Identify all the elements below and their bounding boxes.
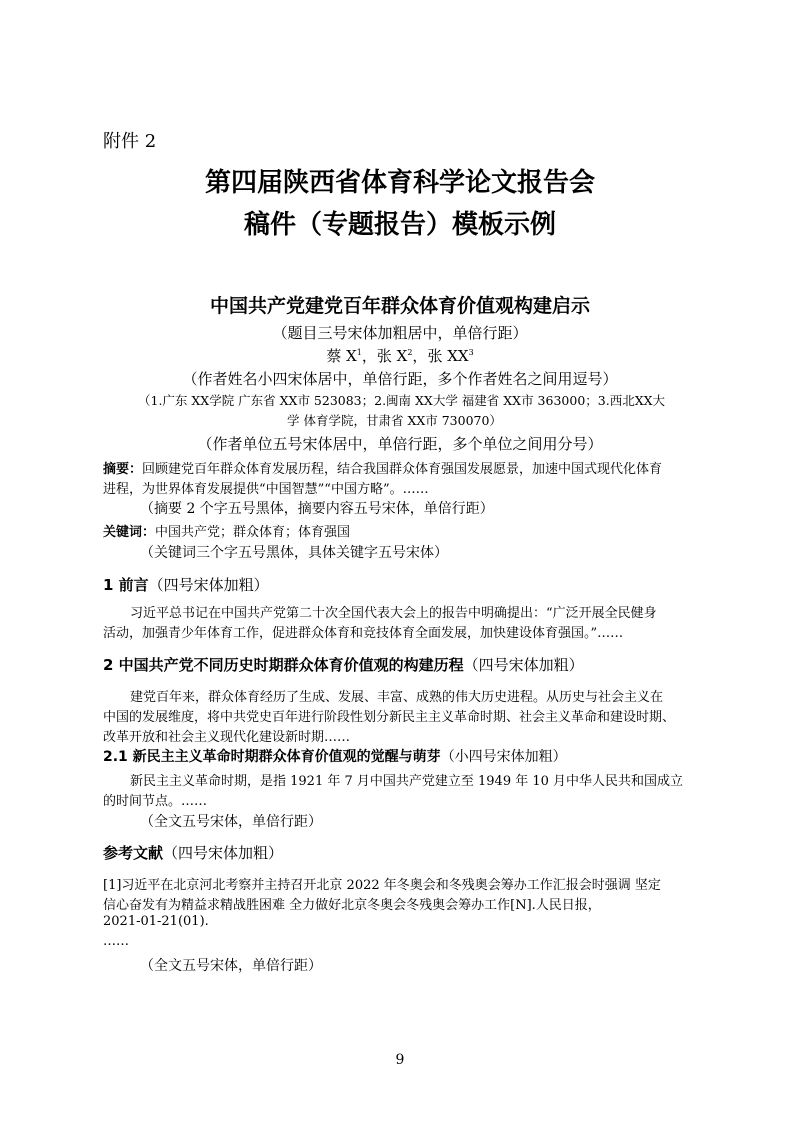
keywords-note: （关键词三个字五号黑体，具体关键字五号宋体） xyxy=(140,545,448,561)
author-name: 蔡 X xyxy=(326,347,357,365)
section-2-title: 2 中国共产党不同历史时期群众体育价值观的构建历程 xyxy=(103,656,464,674)
keywords-line xyxy=(103,521,350,540)
affiliation-note: （作者单位五号宋体居中，单倍行距，多个单位之间用分号） xyxy=(197,435,603,453)
author-separator: ， xyxy=(361,347,377,365)
reference-line-3: 2021-01-21(01). xyxy=(103,914,209,929)
section-2-1-para-line-1: 新民主主义革命时期，是指 1921 年 7 月中国共产党建立至 1949 年 10 月中华人民共和国成立 xyxy=(130,774,684,789)
author-separator: ， xyxy=(412,347,428,365)
reference-ellipsis: …… xyxy=(103,934,129,949)
abstract-label: 摘要： xyxy=(103,462,143,477)
author-list xyxy=(0,345,800,366)
page-number: 9 xyxy=(395,1052,405,1068)
section-2-heading xyxy=(103,654,584,675)
references-heading-note: （四号宋体加粗） xyxy=(163,844,284,862)
author-name: 张 X xyxy=(376,347,408,365)
attachment-label: 附件 2 xyxy=(103,131,157,152)
author-affiliation-mark: 3 xyxy=(468,348,474,357)
keywords-text: 中国共产党；群众体育；体育强国 xyxy=(155,525,351,540)
author-affiliation-mark: 1 xyxy=(356,348,362,357)
section-1-heading-note: （四号宋体加粗） xyxy=(148,576,269,594)
section-1-title: 1 前言 xyxy=(103,576,149,594)
section-2-1-heading xyxy=(103,746,567,766)
section-2-1-note: （全文五号宋体，单倍行距） xyxy=(140,814,322,830)
author-name: 张 XX xyxy=(427,347,469,365)
section-1-para-line-1: 习近平总书记在中国共产党第二十次全国代表大会上的报告中明确提出：“广泛开展全民健身 xyxy=(130,606,657,621)
paper-title: 中国共产党建党百年群众体育价值观构建启示 xyxy=(209,295,590,317)
section-2-para-line-3: 改革开放和社会主义现代化建设新时期…… xyxy=(103,730,351,745)
abstract-line-2: 进程，为世界体育发展提供“中国智慧”“中国方略”。…… xyxy=(103,482,429,497)
affiliation-line-2: 学 体育学院，甘肃省 XX市 730070） xyxy=(287,413,502,428)
references-heading xyxy=(103,842,283,863)
references-note: （全文五号宋体，单倍行距） xyxy=(140,958,322,974)
section-2-para-line-1: 建党百年来，群众体育经历了生成、发展、丰富、成熟的伟大历史进程。从历史与社会主义在 xyxy=(130,690,664,705)
main-title-line-2: 稿件（专题报告）模板示例 xyxy=(243,210,556,240)
abstract-text: 回顾建党百年群众体育发展历程，结合我国群众体育强国发展愿景，加速中国式现代化体育 xyxy=(142,462,663,477)
section-2-para-line-2: 中国的发展维度，将中共党史百年进行阶段性划分新民主主义革命时期、社会主义革命和建设时期、 xyxy=(103,710,676,725)
affiliation-line-1: （1.广东 XX学院 广东省 XX市 523083；2.闽南 XX大学 福建省 XX市 363000；3.西北XX大 xyxy=(138,393,665,408)
reference-line-1: [1]习近平在北京河北考察并主持召开北京 2022 年冬奥会和冬残奥会筹办工作汇报会时强调 坚定 xyxy=(103,878,661,893)
section-2-1-title: 2.1 新民主主义革命时期群众体育价值观的觉醒与萌芽 xyxy=(103,749,441,765)
abstract-note: （摘要 2 个字五号黑体，摘要内容五号宋体，单倍行距） xyxy=(140,501,494,517)
author-note: （作者姓名小四宋体居中，单倍行距，多个作者姓名之间用逗号） xyxy=(182,370,618,388)
reference-line-2: 信心奋发有为精益求精战胜困难 全力做好北京冬奥会冬残奥会筹办工作[N].人民日报， xyxy=(103,898,601,913)
references-title: 参考文献 xyxy=(103,844,164,862)
section-1-para-line-2: 活动，加强青少年体育工作，促进群众体育和竞技体育全面发展，加快建设体育强国。”…… xyxy=(103,626,624,641)
section-2-1-heading-note: （小四号宋体加粗） xyxy=(440,749,567,765)
section-1-heading xyxy=(103,574,269,595)
abstract-line-1 xyxy=(103,458,662,477)
section-2-heading-note: （四号宋体加粗） xyxy=(463,656,584,674)
main-title-line-1: 第四届陕西省体育科学论文报告会 xyxy=(204,168,595,198)
keywords-label: 关键词： xyxy=(103,525,156,540)
author-affiliation-mark: 2 xyxy=(407,348,413,357)
title-note: （题目三号宋体加粗居中，单倍行距） xyxy=(272,324,528,342)
section-2-1-para-line-2: 的时间节点。…… xyxy=(103,794,208,809)
